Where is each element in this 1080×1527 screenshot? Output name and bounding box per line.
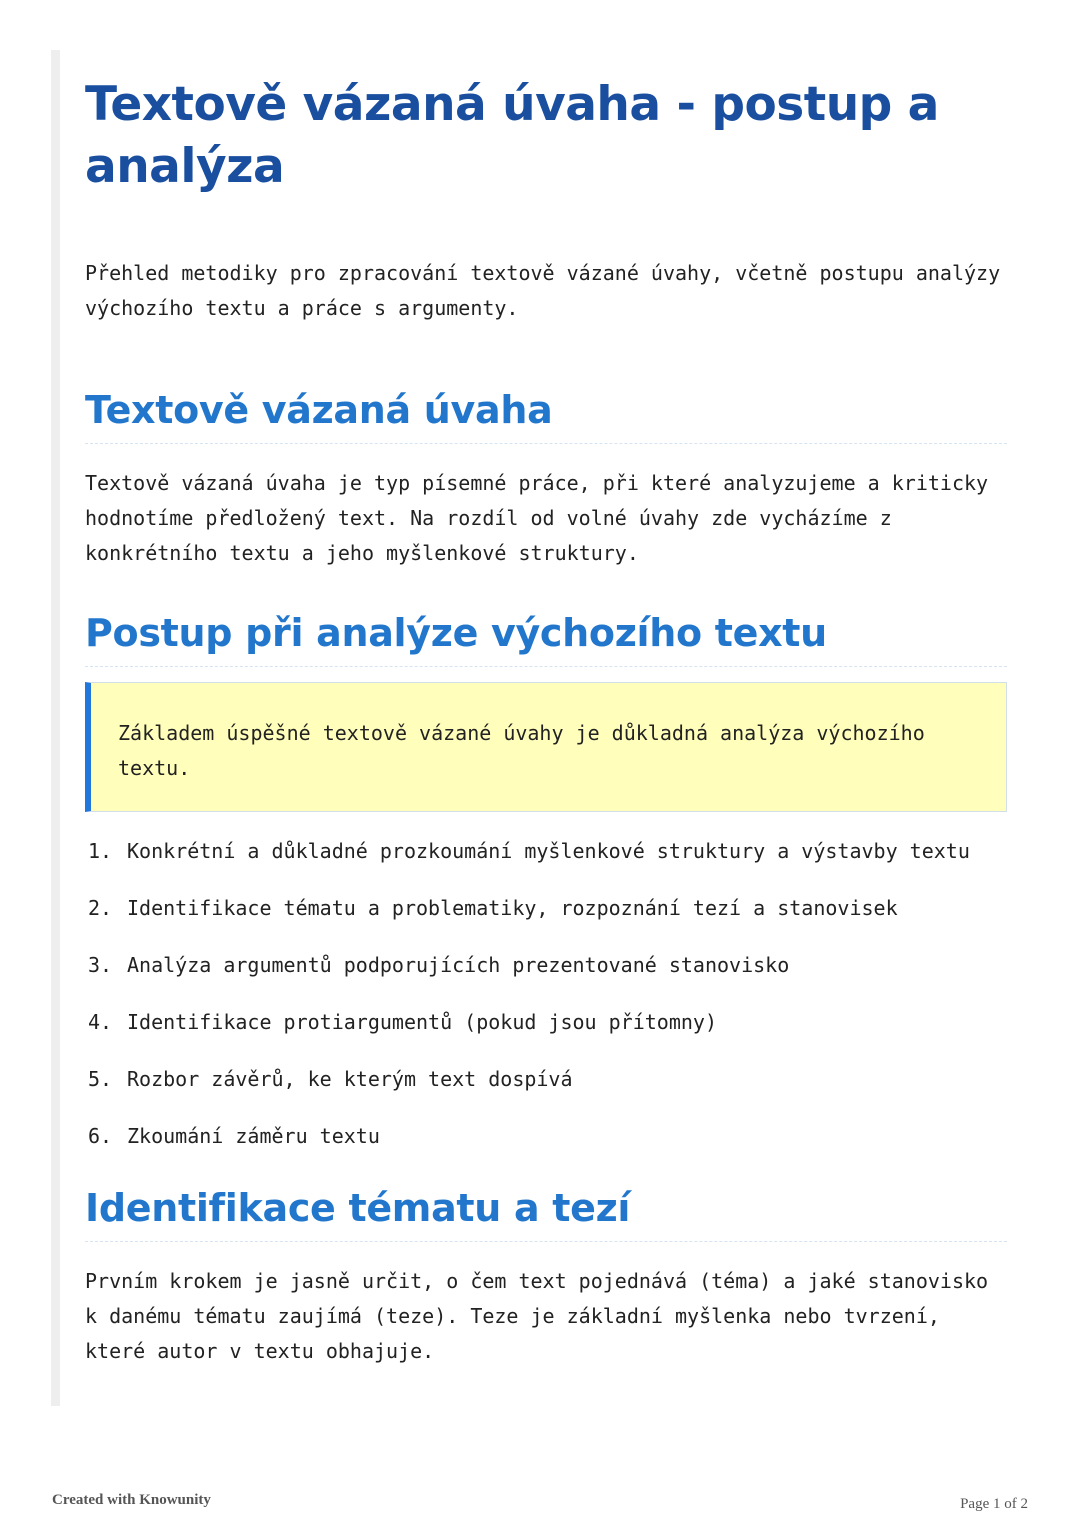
list-item-number: 4. — [88, 1010, 113, 1034]
section-heading-identifikace-tematu: Identifikace tématu a tezí — [85, 1179, 1007, 1242]
analysis-steps-list — [85, 834, 1007, 1154]
list-item — [85, 1119, 1007, 1154]
list-item — [85, 891, 1007, 926]
page-accent-bar — [51, 50, 60, 1406]
list-item — [85, 834, 1007, 869]
document-content — [85, 74, 1007, 1369]
list-item-number: 2. — [88, 896, 113, 920]
section-heading-postup-analyzy: Postup při analýze výchozího textu — [85, 604, 1007, 667]
list-item-number: 5. — [88, 1067, 113, 1091]
list-item-text: Rozbor závěrů, ke kterým text dospívá — [127, 1067, 573, 1091]
page-title: Textově vázaná úvaha - postup a analýza — [85, 77, 939, 194]
section-heading-textove-vazana-uvaha: Textově vázaná úvaha — [85, 381, 1007, 444]
list-item-text: Identifikace tématu a problematiky, rozpoznání tezí a stanovisek — [127, 896, 898, 920]
intro-paragraph: Přehled metodiky pro zpracování textově vázané úvahy, včetně postupu analýzy výchozího textu a práce s argumenty. — [85, 261, 1001, 320]
list-item-number: 3. — [88, 953, 113, 977]
list-item-number: 1. — [88, 839, 113, 863]
section-paragraph-theme: Prvním krokem je jasně určit, o čem text pojednává (téma) a jaké stanovisko k danému tématu zaujímá (teze). Teze je základní myšlenka nebo tvrzení, které autor v textu obhajuje. — [85, 1269, 989, 1363]
list-item-text: Zkoumání záměru textu — [127, 1124, 380, 1148]
list-item — [85, 1062, 1007, 1097]
list-item-text: Konkrétní a důkladné prozkoumání myšlenkové struktury a výstavby textu — [127, 839, 970, 863]
list-item-number: 6. — [88, 1124, 113, 1148]
footer-credit: Created with Knowunity — [52, 1492, 211, 1508]
callout-text: Základem úspěšné textově vázané úvahy je důkladná analýza výchozího textu. — [118, 721, 925, 780]
list-item-text: Analýza argumentů podporujících prezentované stanovisko — [127, 953, 790, 977]
list-item — [85, 1005, 1007, 1040]
list-item-text: Identifikace protiargumentů (pokud jsou přítomny) — [127, 1010, 718, 1034]
page-number: Page 1 of 2 — [960, 1496, 1028, 1512]
list-item — [85, 948, 1007, 983]
highlight-callout — [85, 682, 1007, 812]
section-paragraph-definition: Textově vázaná úvaha je typ písemné práce, při které analyzujeme a kriticky hodnotíme předložený text. Na rozdíl od volné úvahy zde vycházíme z konkrétního textu a jeho myšlenkové struktury. — [85, 471, 989, 565]
